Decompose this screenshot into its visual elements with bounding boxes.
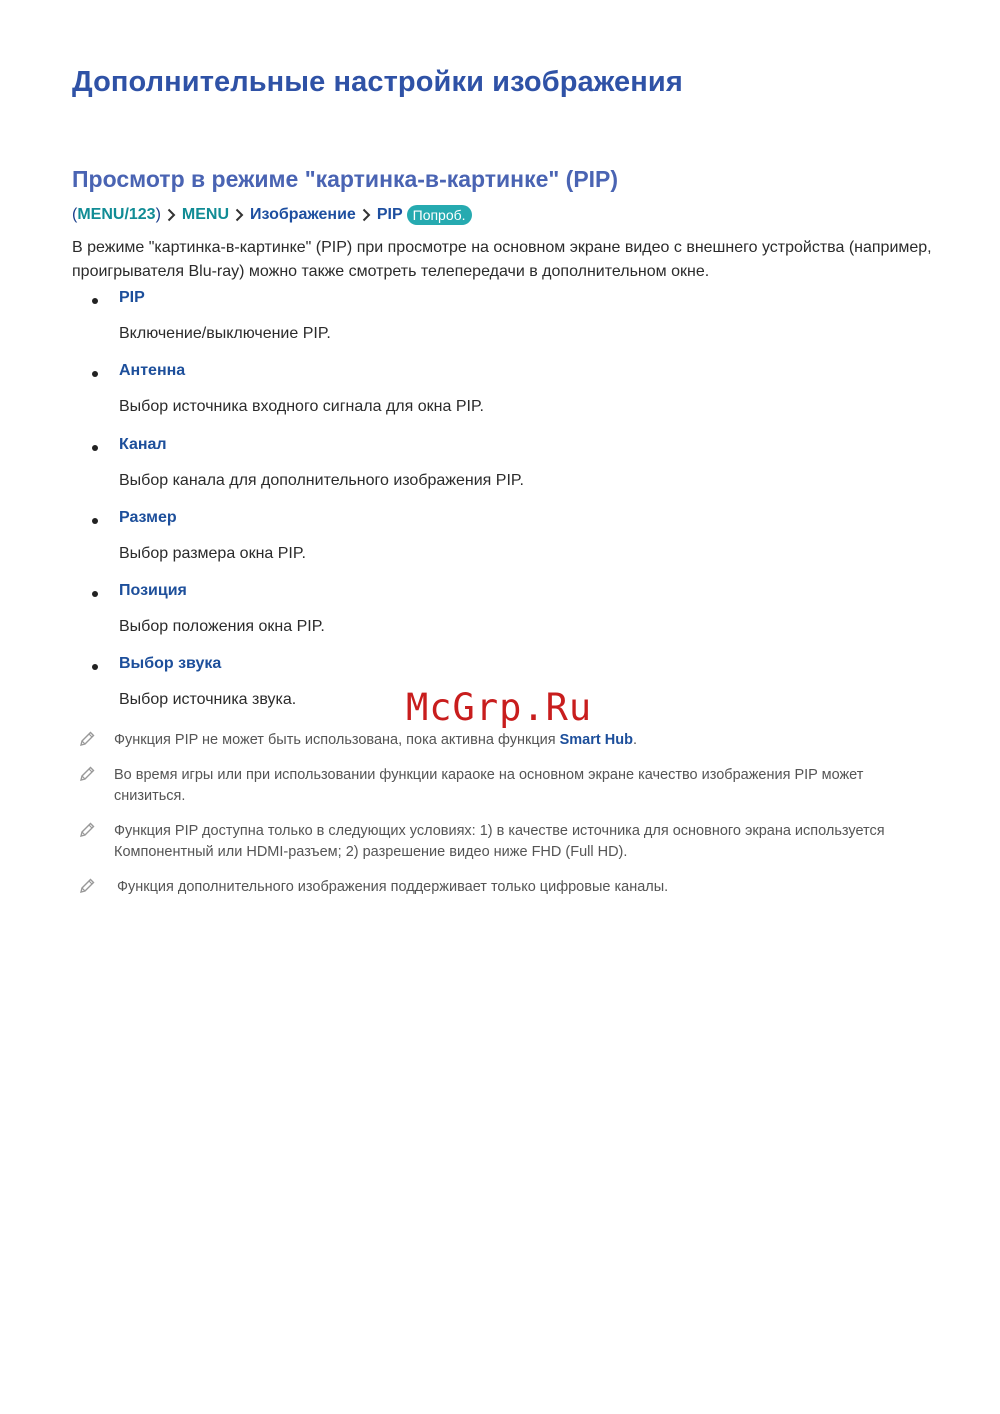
note-item xyxy=(78,730,938,752)
bullet-icon xyxy=(92,371,98,377)
smart-hub-link[interactable]: Smart Hub xyxy=(559,732,633,748)
item-description: Включение/выключение PIP. xyxy=(119,325,331,342)
item-description: Выбор канала для дополнительного изображения PIP. xyxy=(119,471,524,489)
chevron-right-icon xyxy=(167,208,176,222)
list-item xyxy=(72,509,932,582)
pencil-icon xyxy=(78,765,96,783)
note-text: Функция PIP не может быть использована, пока активна функция xyxy=(114,732,560,748)
item-label: Размер xyxy=(119,508,177,526)
list-item xyxy=(72,582,932,655)
note-item xyxy=(78,765,938,808)
list-item xyxy=(72,289,932,362)
item-description: Выбор положения окна PIP. xyxy=(119,618,325,636)
bullet-icon xyxy=(92,445,98,451)
note-text: Функция PIP доступна только в следующих условиях: 1) в качестве источника для основного экрана используется Компонентный или HDMI-разъем; 2) разрешение видео ниже FHD (Full HD). xyxy=(114,822,885,860)
note-item xyxy=(78,877,938,899)
chevron-right-icon xyxy=(362,208,371,222)
item-label: Выбор звука xyxy=(119,655,222,673)
pencil-icon xyxy=(78,821,96,839)
page-title: Дополнительные настройки изображения xyxy=(72,66,683,98)
note-text: Функция дополнительного изображения поддерживает только цифровые каналы. xyxy=(117,878,669,895)
section-title: Просмотр в режиме "картинка-в-картинке" (PIP) xyxy=(72,166,619,192)
note-text: Во время игры или при использовании функции караоке на основном экране качество изображения PIP может снизиться. xyxy=(114,766,864,804)
list-item xyxy=(72,362,932,435)
chevron-right-icon xyxy=(235,208,244,222)
try-now-badge[interactable]: Попроб. xyxy=(407,205,472,225)
note-item xyxy=(78,821,938,864)
breadcrumb-picture[interactable]: Изображение xyxy=(250,206,356,223)
bullet-icon xyxy=(92,298,98,304)
intro-paragraph: В режиме "картинка-в-картинке" (PIP) при просмотре на основном экране видео с внешнего устройства (например, проигрывателя Blu-ray) можно также смотреть телепередачи в дополнительном окне. xyxy=(72,239,932,280)
breadcrumb-menu[interactable]: MENU xyxy=(181,206,230,223)
item-label: Антенна xyxy=(119,362,186,380)
breadcrumb-menu-123[interactable]: MENU/123 xyxy=(77,206,156,223)
bullet-icon xyxy=(92,591,98,597)
breadcrumb xyxy=(72,205,472,225)
pencil-icon xyxy=(78,730,96,748)
bullet-icon xyxy=(92,518,98,524)
breadcrumb-open-paren: ( xyxy=(72,206,78,223)
list-item xyxy=(72,436,932,509)
item-description: Выбор размера окна PIP. xyxy=(119,544,306,562)
item-description: Выбор источника звука. xyxy=(119,691,297,709)
item-label: Канал xyxy=(119,435,167,453)
bullet-icon xyxy=(92,664,98,670)
watermark: McGrp.Ru xyxy=(406,686,593,729)
breadcrumb-close-paren: ) xyxy=(155,206,161,223)
note-text-end: . xyxy=(632,732,637,748)
notes-list xyxy=(78,730,938,898)
pencil-icon xyxy=(78,877,96,895)
settings-list xyxy=(72,289,932,729)
item-label: Позиция xyxy=(119,582,187,600)
item-label: PIP xyxy=(119,289,145,306)
item-description: Выбор источника входного сигнала для окна PIP. xyxy=(119,398,484,416)
breadcrumb-pip[interactable]: PIP xyxy=(376,206,403,223)
